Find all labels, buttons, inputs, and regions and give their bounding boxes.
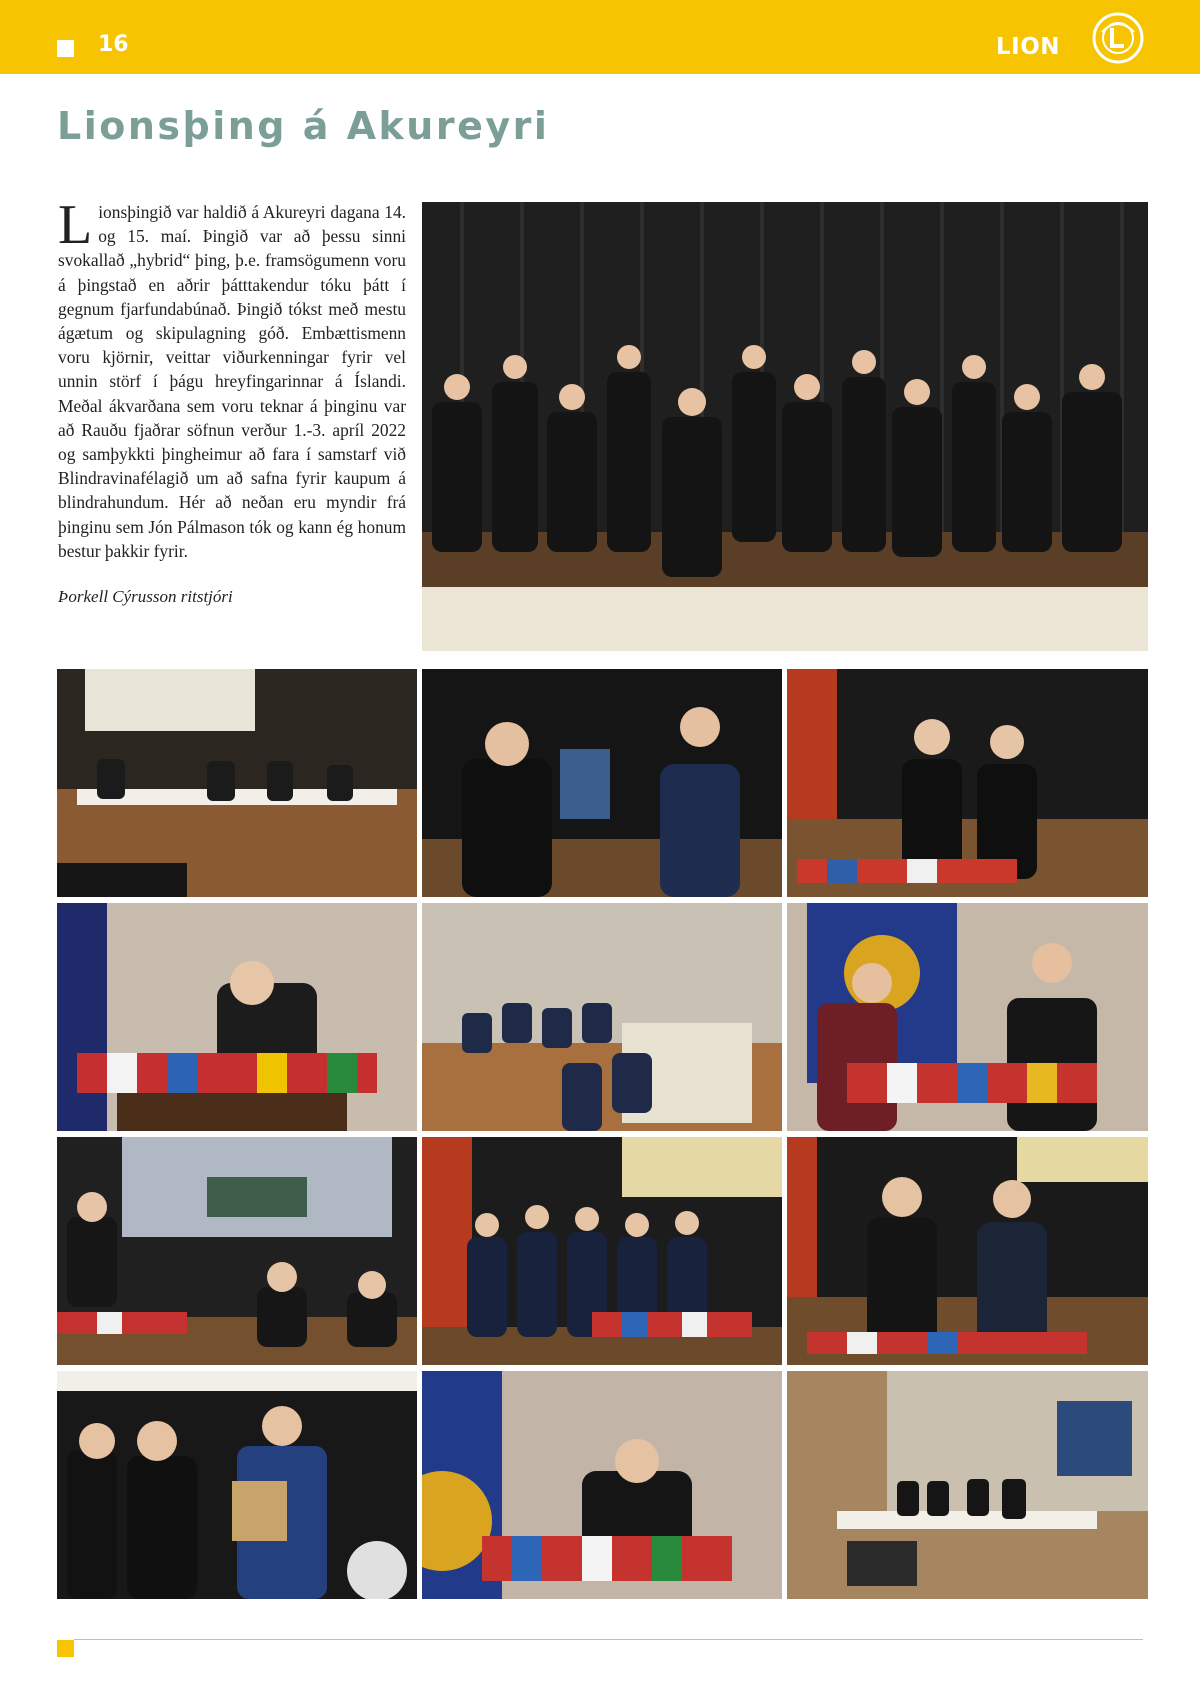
article-text: ionsþingið var haldið á Akureyri dagana 14. og 15. maí. Þingið var að þessu sinni svokallað „hybrid“ þing, þ.e. framsögumenn voru á þingstað en aðrir þátttakendur tóku þátt í gegnum fjarfundabúnað. Þingið tókst með mestu ágætum og skipulagning góð. Embættismenn voru kjörnir, veittar viðurkenningar fyrir vel unnin störf í þágu hreyfingarinnar á Íslandi. Meðal ákvarðana sem voru teknar á þinginu var að Rauðu fjaðrar söfnun verður 1.-3. apríl 2022 og samþykkti þingheimur að fara í samstarf við Blindravinafélagið um að safna fyrir kaupum á blindrahundum. Hér að neðan eru myndir frá þinginu sem Jón Pálmason tók og kann ég honum bestur þakkir fyrir. <box>58 202 406 561</box>
photo-plaque-presentation <box>57 1371 417 1599</box>
page-title: Lionsþing á Akureyri <box>57 104 550 148</box>
photo-speaker-podium <box>57 903 417 1131</box>
photo-handshake <box>787 1137 1148 1365</box>
photo-panel-table <box>787 1371 1148 1599</box>
photo-group-award <box>422 1137 782 1365</box>
lions-emblem-icon <box>1092 12 1144 64</box>
photo-award-presentation <box>422 669 782 897</box>
header-square-icon <box>57 40 74 57</box>
photo-projector-table <box>57 1137 417 1365</box>
group-photo <box>422 202 1148 651</box>
photo-audience-hall <box>422 903 782 1131</box>
header-bar <box>0 0 1200 74</box>
footer-rule <box>74 1639 1143 1640</box>
photo-head-table <box>57 669 417 897</box>
editor-signature: Þorkell Cýrusson ritstjóri <box>58 587 233 606</box>
magazine-name: LION <box>995 34 1060 60</box>
photo-woman-speaker <box>422 1371 782 1599</box>
article-body <box>58 194 406 563</box>
drop-cap: L <box>58 194 93 256</box>
page-number: 16 <box>98 32 129 57</box>
photo-banner-flags <box>787 903 1148 1131</box>
photo-two-women <box>787 669 1148 897</box>
footer-square-icon <box>57 1640 74 1657</box>
